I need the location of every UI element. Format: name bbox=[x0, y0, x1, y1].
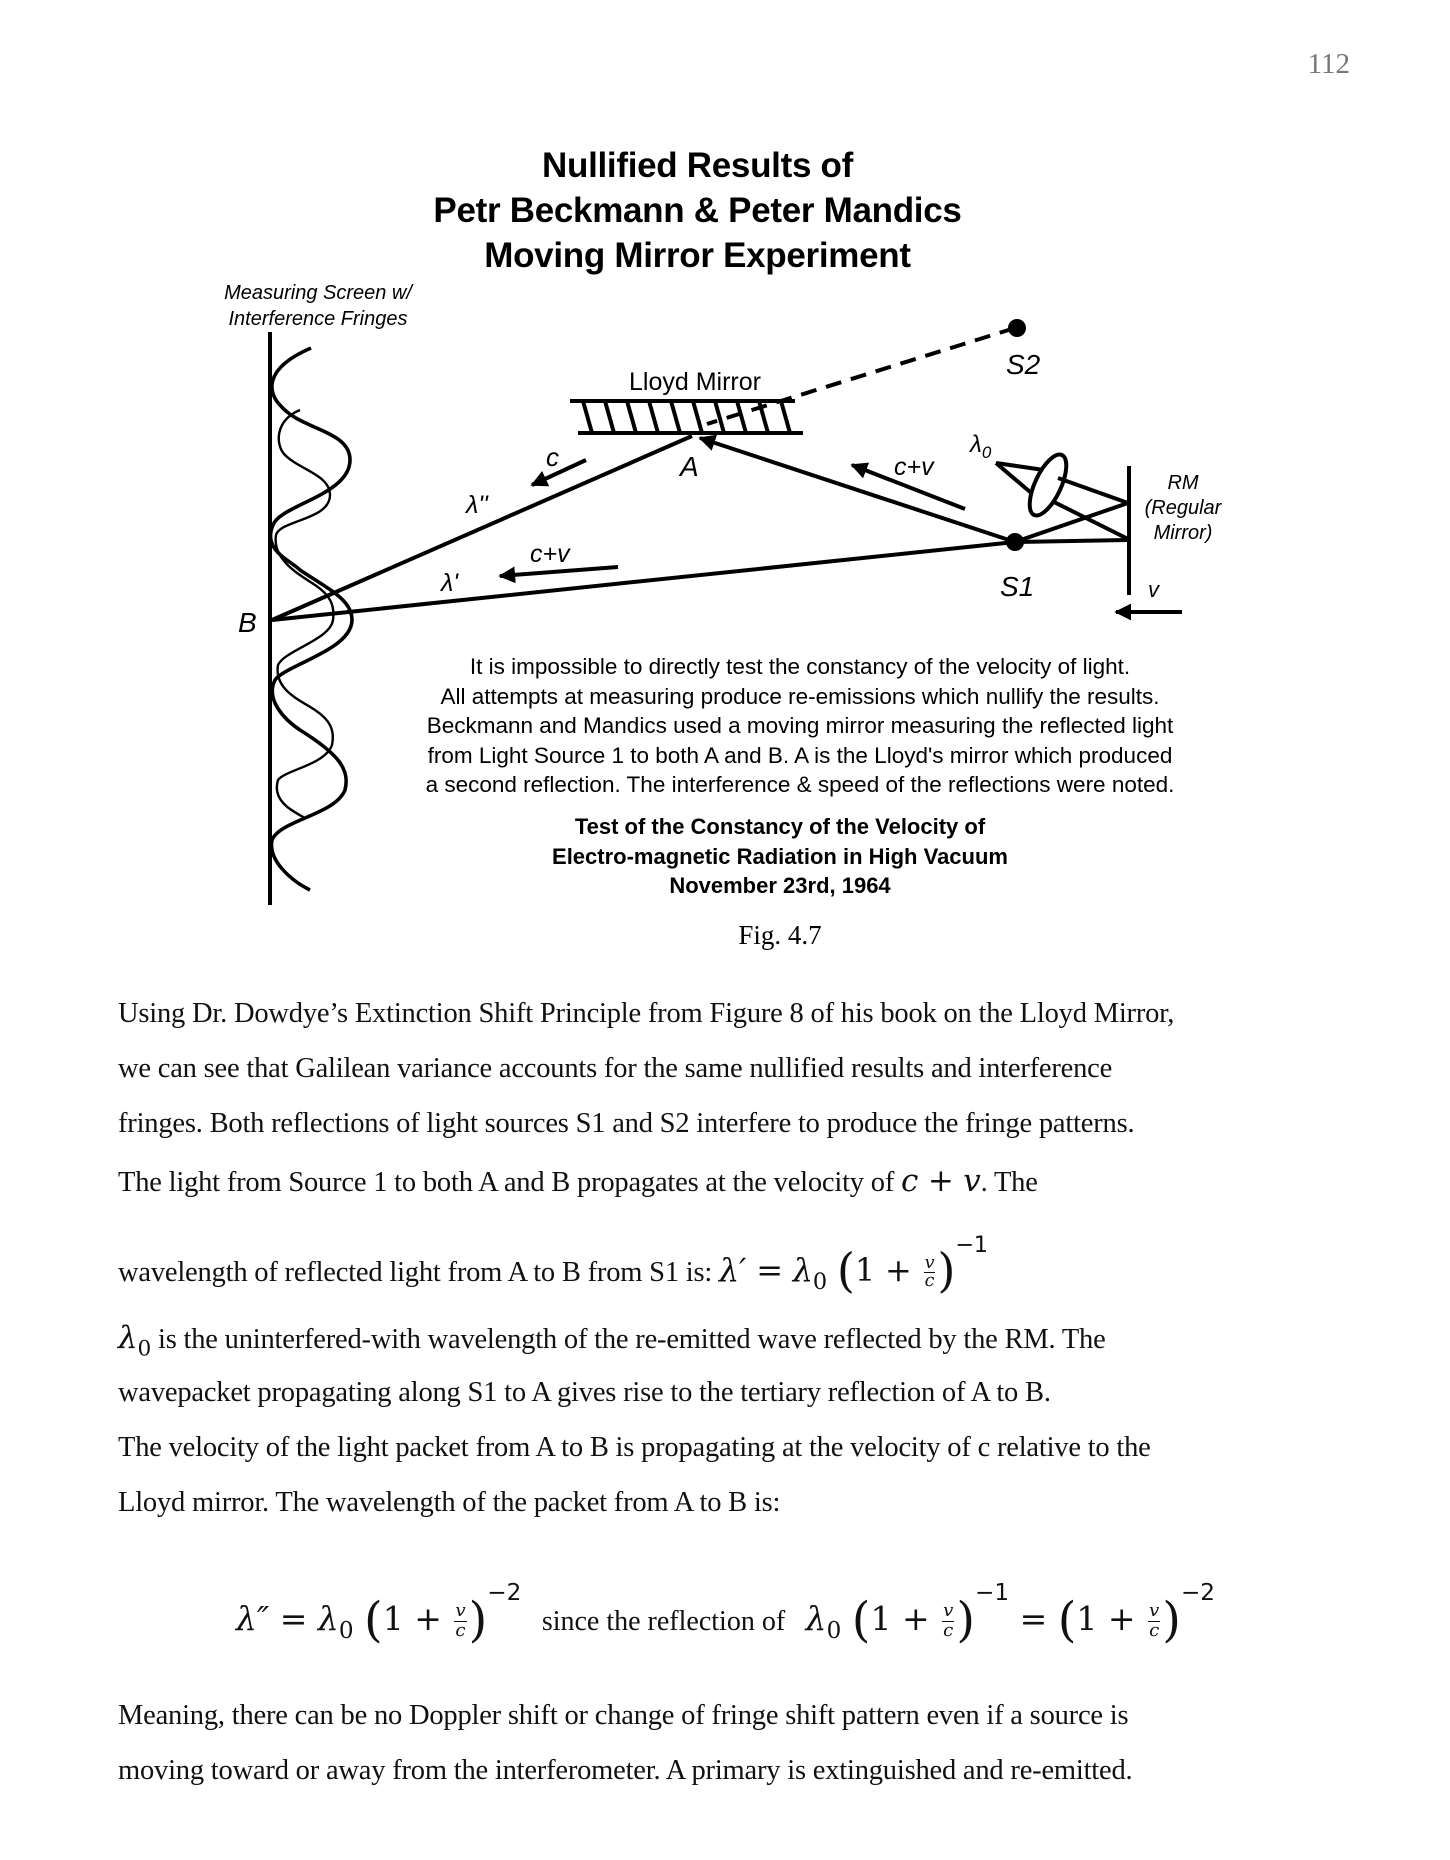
rm-label-line3: Mirror) bbox=[1153, 522, 1213, 544]
point-b-label: B bbox=[238, 607, 257, 638]
eq2-equals: = bbox=[279, 1599, 308, 1639]
eq2-paren-close-b: ) bbox=[956, 1592, 976, 1648]
body-line: Meaning, there can be no Doppler shift or change of fringe shift pattern even if a source is bbox=[118, 1700, 1129, 1731]
velocity-c-arrow bbox=[532, 460, 586, 485]
ray-s1-to-rm-lower bbox=[1015, 540, 1128, 542]
source-s1-dot bbox=[1006, 533, 1024, 551]
eq2-sub-b: 0 bbox=[826, 1618, 842, 1645]
experiment-title bbox=[480, 812, 1080, 901]
caption-line: a second reflection. The interference & speed of the reflections were noted. bbox=[425, 772, 1175, 797]
eq2-since-text: since the reflection of bbox=[541, 1606, 786, 1638]
page-number: 112 bbox=[1307, 48, 1350, 80]
math-c-plus-v: c + v bbox=[901, 1163, 981, 1199]
eq2-fraction-b: $\frac{v}{c}$ bbox=[943, 1600, 954, 1641]
body-line: Lloyd mirror. The wavelength of the packet from A to B is: bbox=[118, 1487, 781, 1518]
velocity-c-label: c bbox=[546, 442, 559, 472]
equation-lambda-double-prime bbox=[236, 1580, 1336, 1648]
eq2-one-plus-b: 1 + bbox=[870, 1599, 930, 1639]
eq2-fraction-c: $\frac{v}{c}$ bbox=[1149, 1600, 1160, 1641]
lambda-0-label: $\lambda_0$ bbox=[970, 431, 992, 462]
velocity-c-plus-v-upper-label: c+v bbox=[894, 453, 934, 481]
velocity-c-plus-v-lower-label: c+v bbox=[530, 540, 570, 568]
eq-one-plus: 1 + bbox=[854, 1251, 912, 1290]
eq2-paren-open: ( bbox=[364, 1592, 383, 1648]
lambda-zero-symbol: $\lambda_0$ bbox=[118, 1320, 152, 1362]
eq2-fraction: $\frac{v}{c}$ bbox=[455, 1600, 466, 1641]
caption-line: All attempts at measuring produce re-emissions which nullify the results. bbox=[440, 683, 1160, 709]
eq-paren-close: ) bbox=[937, 1243, 956, 1298]
source-s2-dot bbox=[1008, 319, 1026, 337]
eq2-paren-close-c: ) bbox=[1162, 1592, 1181, 1648]
eq2-one-plus-c: 1 + bbox=[1076, 1599, 1136, 1639]
equation-lambda-prime bbox=[719, 1232, 988, 1298]
velocity-c-plus-v-lower-arrow bbox=[500, 567, 618, 576]
body-text-span: wavelength of reflected light from A to B from S1 is: bbox=[118, 1257, 720, 1289]
body-line bbox=[118, 1163, 1348, 1199]
body-text-span: The light from Source 1 to both A and B propagates at the velocity of bbox=[118, 1167, 902, 1198]
experiment-title-line: November 23rd, 1964 bbox=[669, 873, 891, 898]
experiment-title-line: Test of the Constancy of the Velocity of bbox=[574, 814, 986, 839]
eq2-lambda-b: λ bbox=[805, 1599, 827, 1639]
ray-s1-to-b bbox=[272, 542, 1015, 620]
figure-number: Fig. 4.7 bbox=[738, 920, 822, 950]
eq2-lhs: λ″ bbox=[236, 1599, 270, 1639]
body-text-span: is the uninterfered-with wavelength of the re-emitted wave reflected by the RM. The bbox=[151, 1324, 1106, 1355]
body-line: The velocity of the light packet from A to B is propagating at the velocity of c relative to the bbox=[118, 1432, 1151, 1463]
body-line: fringes. Both reflections of light sources S1 and S2 interfere to produce the fringe patterns. bbox=[118, 1108, 1135, 1139]
rm-label-line1: RM bbox=[1167, 472, 1199, 494]
source-s2-label: S2 bbox=[1006, 349, 1041, 380]
figure-caption bbox=[360, 652, 1240, 800]
experiment-title-line: Electro-magnetic Radiation in High Vacuum bbox=[552, 843, 1008, 869]
eq2-exponent-a: −2 bbox=[487, 1580, 522, 1606]
body-line: Using Dr. Dowdye’s Extinction Shift Principle from Figure 8 of his book on the Lloyd Mirror, bbox=[118, 998, 1175, 1029]
eq-exponent: −1 bbox=[955, 1232, 988, 1258]
eq-paren-open: ( bbox=[836, 1243, 855, 1298]
body-line: moving toward or away from the interferometer. A primary is extinguished and re-emitted. bbox=[118, 1755, 1133, 1786]
body-line bbox=[118, 1320, 1348, 1362]
figure-title-line: Petr Beckmann & Peter Mandics bbox=[433, 191, 962, 230]
lloyd-mirror-label: Lloyd Mirror bbox=[629, 368, 761, 396]
eq-equals: = bbox=[756, 1251, 783, 1290]
eq2-equals-b: = bbox=[1019, 1599, 1048, 1639]
lambda-prime-label: λ' bbox=[441, 569, 459, 597]
eq-lambda: λ bbox=[792, 1251, 813, 1290]
rm-label-line2: (Regular bbox=[1144, 497, 1222, 519]
caption-line: It is impossible to directly test the constancy of the velocity of light. bbox=[469, 654, 1131, 679]
point-a-label: A bbox=[680, 451, 699, 482]
lloyd-mirror bbox=[570, 401, 803, 433]
body-line: wavepacket propagating along S1 to A gives rise to the tertiary reflection of A to B. bbox=[118, 1377, 1051, 1408]
eq2-lambda: λ bbox=[317, 1599, 339, 1639]
caption-line: from Light Source 1 to both A and B. A is the Lloyd's mirror which produced bbox=[427, 742, 1173, 768]
mirror-velocity-label: v bbox=[1148, 577, 1159, 602]
eq-sub: 0 bbox=[812, 1268, 827, 1295]
eq2-paren-open-b: ( bbox=[851, 1592, 871, 1648]
eq-lhs: λ′ bbox=[719, 1251, 747, 1290]
source-s1-label: S1 bbox=[1000, 571, 1035, 602]
eq-den: c bbox=[924, 1271, 935, 1292]
eq2-exponent-c: −2 bbox=[1180, 1580, 1215, 1606]
eq2-paren-close: ) bbox=[468, 1592, 488, 1648]
caption-line: Beckmann and Mandics used a moving mirror measuring the reflected light bbox=[426, 713, 1174, 738]
eq-fraction bbox=[924, 1252, 936, 1292]
body-line: we can see that Galilean variance accounts for the same nullified results and interference bbox=[118, 1053, 1113, 1084]
ray-a-to-b bbox=[272, 436, 692, 620]
ray-s1-to-a bbox=[700, 438, 1015, 542]
eq-num: v bbox=[924, 1252, 935, 1273]
lambda-double-prime-label: λ'' bbox=[466, 491, 488, 519]
eq2-sub: 0 bbox=[338, 1618, 354, 1645]
equation-lambda-prime-line bbox=[118, 1232, 1348, 1298]
eq2-one-plus: 1 + bbox=[382, 1599, 442, 1639]
screen-label-line2: Interference Fringes bbox=[228, 308, 408, 330]
figure-title-line: Moving Mirror Experiment bbox=[484, 236, 911, 275]
figure-title-line: Nullified Results of bbox=[542, 146, 853, 185]
body-text-span: . The bbox=[980, 1167, 1038, 1198]
eq2-exponent-b: −1 bbox=[975, 1580, 1010, 1606]
eq2-paren-open-c: ( bbox=[1057, 1592, 1077, 1648]
screen-label-line1: Measuring Screen w/ bbox=[224, 282, 412, 304]
